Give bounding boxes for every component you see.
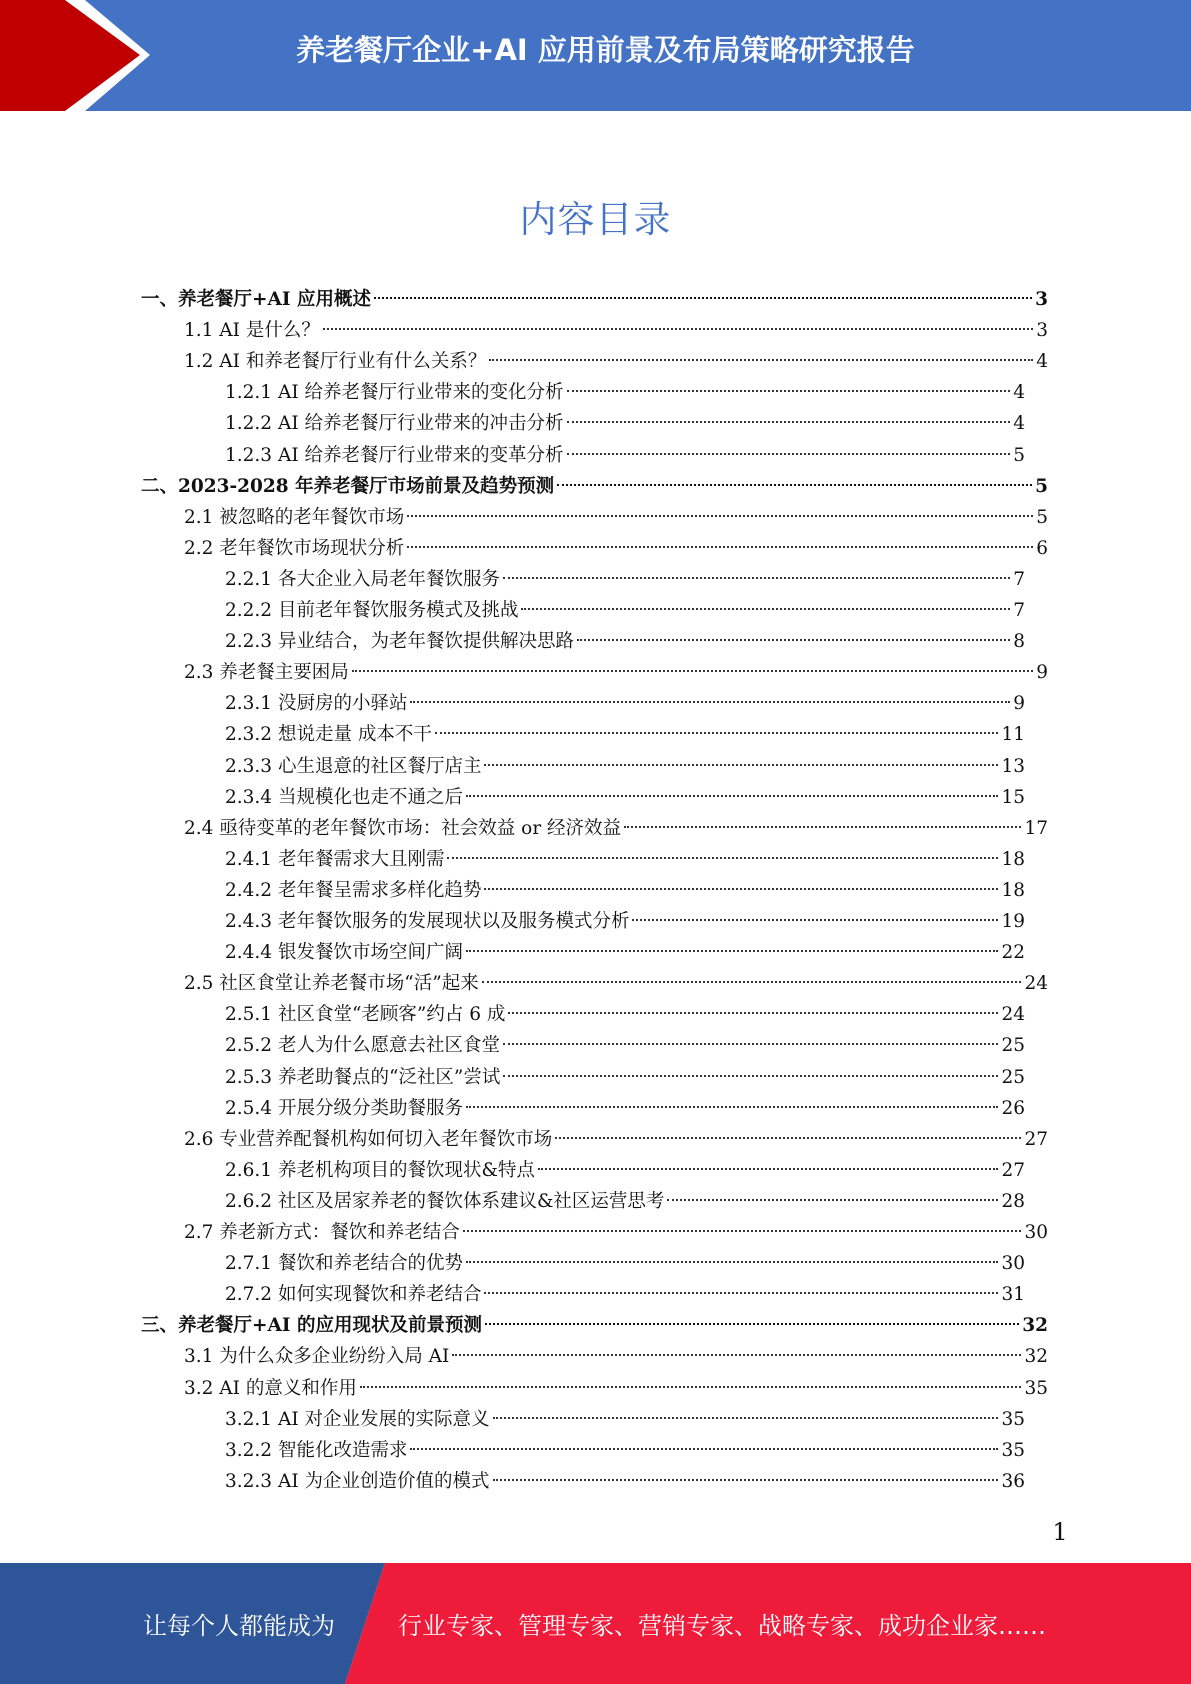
report-header bbox=[0, 0, 1191, 111]
toc-entry-label: 2.5.3 养老助餐点的“泛社区”尝试 bbox=[225, 1066, 501, 1088]
toc-entry[interactable] bbox=[184, 657, 1048, 688]
toc-dot-leader bbox=[489, 359, 1033, 361]
toc-entry-label: 2.3.4 当规模化也走不通之后 bbox=[225, 786, 463, 808]
toc-entry-label: 2.7.2 如何实现餐饮和养老结合 bbox=[225, 1284, 482, 1306]
toc-dot-leader bbox=[538, 1168, 999, 1170]
toc-entry-label: 2.2.2 目前老年餐饮服务模式及挑战 bbox=[225, 600, 519, 621]
toc-entry-page: 22 bbox=[1001, 942, 1025, 964]
toc-entry[interactable] bbox=[184, 968, 1048, 999]
toc-dot-leader bbox=[667, 1199, 998, 1201]
toc-entry[interactable] bbox=[225, 1186, 1025, 1217]
page-number: 1 bbox=[1052, 1518, 1068, 1546]
toc-entry-label: 2.5.2 老人为什么愿意去社区食堂 bbox=[225, 1035, 500, 1057]
toc-dot-leader bbox=[567, 421, 1011, 423]
toc-entry[interactable] bbox=[225, 377, 1025, 408]
toc-entry[interactable] bbox=[225, 1279, 1025, 1310]
toc-entry-page: 3 bbox=[1035, 289, 1048, 310]
toc-entry-page: 7 bbox=[1013, 600, 1025, 621]
toc-entry[interactable] bbox=[225, 751, 1025, 782]
toc-entry-page: 25 bbox=[1001, 1035, 1025, 1057]
toc-dot-leader bbox=[493, 1417, 999, 1419]
toc-dot-leader bbox=[407, 546, 1033, 548]
toc-entry-page: 35 bbox=[1001, 1408, 1025, 1430]
toc-entry-page: 5 bbox=[1035, 475, 1048, 497]
toc-entry[interactable] bbox=[141, 1310, 1048, 1341]
toc-entry[interactable] bbox=[225, 782, 1025, 813]
toc-entry[interactable] bbox=[225, 440, 1025, 471]
toc-entry-label: 2.4.3 老年餐饮服务的发展现状以及服务模式分析 bbox=[225, 911, 630, 932]
toc-dot-leader bbox=[521, 608, 1010, 610]
toc-dot-leader bbox=[374, 297, 1032, 299]
toc-entry-page: 11 bbox=[1001, 724, 1025, 746]
toc-dot-leader bbox=[466, 950, 998, 952]
toc-entry-label: 1.2.2 AI 给养老餐厅行业带来的冲击分析 bbox=[225, 413, 564, 435]
toc-entry[interactable] bbox=[225, 1435, 1025, 1466]
toc-entry-page: 5 bbox=[1036, 506, 1048, 528]
toc-entry-label: 2.2.1 各大企业入局老年餐饮服务 bbox=[225, 568, 500, 590]
toc-entry-label: 2.3.2 想说走量 成本不干 bbox=[225, 724, 432, 746]
toc-entry[interactable] bbox=[225, 1155, 1025, 1186]
toc-dot-leader bbox=[485, 1323, 1019, 1325]
toc-dot-leader bbox=[577, 639, 1010, 641]
toc-entry-page: 24 bbox=[1024, 973, 1048, 995]
toc-entry-page: 30 bbox=[1024, 1222, 1048, 1243]
toc-entry-page: 4 bbox=[1013, 382, 1025, 404]
toc-entry-label: 二、2023-2028 年养老餐厅市场前景及趋势预测 bbox=[141, 475, 555, 497]
toc-entry-page: 35 bbox=[1001, 1439, 1025, 1461]
toc-entry[interactable] bbox=[184, 1341, 1048, 1372]
toc-entry[interactable] bbox=[184, 813, 1048, 844]
toc-entry[interactable] bbox=[225, 937, 1025, 968]
toc-entry-page: 27 bbox=[1001, 1159, 1025, 1181]
toc-entry-page: 36 bbox=[1001, 1470, 1025, 1492]
footer-slogan-right: 行业专家、管理专家、营销专家、战略专家、成功企业家…… bbox=[398, 1612, 1046, 1640]
toc-entry-label: 2.2.3 异业结合，为老年餐饮提供解决思路 bbox=[225, 631, 574, 653]
toc-entry-label: 1.1 AI 是什么？ bbox=[184, 320, 320, 342]
toc-entry-page: 17 bbox=[1024, 817, 1048, 839]
toc-entry-page: 35 bbox=[1024, 1377, 1048, 1399]
toc-entry-label: 1.2 AI 和养老餐厅行业有什么关系？ bbox=[184, 351, 487, 373]
toc-dot-leader bbox=[447, 857, 998, 859]
toc-dot-leader bbox=[452, 1354, 1021, 1356]
toc-dot-leader bbox=[484, 764, 998, 766]
toc-entry-page: 9 bbox=[1036, 662, 1048, 684]
toc-entry[interactable] bbox=[225, 688, 1025, 719]
toc-dot-leader bbox=[466, 1261, 998, 1263]
toc-title: 内容目录 bbox=[519, 198, 672, 241]
toc-entry-label: 3.2.1 AI 对企业发展的实际意义 bbox=[225, 1408, 490, 1430]
toc-entry-page: 24 bbox=[1001, 1004, 1025, 1026]
toc-entry-page: 26 bbox=[1001, 1097, 1025, 1119]
toc-entry[interactable] bbox=[225, 1466, 1025, 1497]
toc-entry-label: 2.3.1 没厨房的小驿站 bbox=[225, 693, 408, 715]
toc-entry-label: 2.7 养老新方式：餐饮和养老结合 bbox=[184, 1222, 460, 1243]
toc-entry[interactable] bbox=[225, 1030, 1025, 1061]
toc-dot-leader bbox=[407, 515, 1033, 517]
toc-dot-leader bbox=[493, 1479, 999, 1481]
toc-entry-label: 2.1 被忽略的老年餐饮市场 bbox=[184, 506, 405, 528]
toc-entry[interactable] bbox=[225, 626, 1025, 657]
toc-entry[interactable] bbox=[225, 595, 1025, 626]
toc-entry-page: 19 bbox=[1001, 911, 1025, 932]
toc-dot-leader bbox=[482, 981, 1022, 983]
toc-entry[interactable] bbox=[184, 1217, 1048, 1248]
toc-entry-label: 2.5.1 社区食堂“老顾客”约占 6 成 bbox=[225, 1004, 506, 1026]
toc-entry-page: 28 bbox=[1001, 1190, 1025, 1212]
toc-entry[interactable] bbox=[225, 1404, 1025, 1435]
toc-dot-leader bbox=[632, 919, 998, 921]
toc-entry-page: 18 bbox=[1001, 879, 1025, 901]
toc-entry-page: 25 bbox=[1001, 1066, 1025, 1088]
toc-entry[interactable] bbox=[141, 284, 1048, 315]
toc-entry[interactable] bbox=[225, 999, 1025, 1030]
toc-entry-page: 13 bbox=[1001, 755, 1025, 777]
footer-slogan-left: 让每个人都能成为 bbox=[143, 1612, 335, 1640]
toc-entry[interactable] bbox=[225, 564, 1025, 595]
toc-entry-label: 2.6.1 养老机构项目的餐饮现状&特点 bbox=[225, 1159, 535, 1181]
toc-entry-label: 2.3.3 心生退意的社区餐厅店主 bbox=[225, 755, 482, 777]
toc-dot-leader bbox=[410, 701, 1010, 703]
toc-dot-leader bbox=[484, 888, 998, 890]
toc-entry[interactable] bbox=[184, 346, 1048, 377]
toc-entry-page: 4 bbox=[1036, 351, 1048, 373]
toc-entry-page: 3 bbox=[1036, 320, 1048, 342]
toc-entry[interactable] bbox=[184, 502, 1048, 533]
toc-entry-page: 27 bbox=[1024, 1128, 1048, 1150]
toc-entry-page: 8 bbox=[1013, 631, 1025, 653]
toc-entry[interactable] bbox=[225, 844, 1025, 875]
toc-entry-label: 2.6.2 社区及居家养老的餐饮体系建议&社区运营思考 bbox=[225, 1190, 665, 1212]
toc-entry-page: 32 bbox=[1024, 1346, 1048, 1368]
toc-entry[interactable] bbox=[184, 1373, 1048, 1404]
report-title: 养老餐厅企业+AI 应用前景及布局策略研究报告 bbox=[296, 33, 915, 67]
toc-entry-label: 3.2 AI 的意义和作用 bbox=[184, 1377, 357, 1399]
toc-entry[interactable] bbox=[225, 1248, 1025, 1279]
toc-entry-label: 2.7.1 餐饮和养老结合的优势 bbox=[225, 1253, 463, 1275]
toc-entry-label: 2.2 老年餐饮市场现状分析 bbox=[184, 537, 405, 559]
toc-entry[interactable] bbox=[225, 906, 1025, 937]
toc-dot-leader bbox=[463, 1230, 1022, 1232]
toc-entry-page: 4 bbox=[1013, 413, 1025, 435]
toc-entry-label: 3.1 为什么众多企业纷纷入局 AI bbox=[184, 1346, 450, 1368]
toc-entry-label: 一、养老餐厅+AI 应用概述 bbox=[141, 289, 371, 310]
toc-entry-label: 2.6 专业营养配餐机构如何切入老年餐饮市场 bbox=[184, 1128, 553, 1150]
report-footer bbox=[0, 1563, 1191, 1684]
toc-entry[interactable] bbox=[225, 408, 1025, 439]
toc-dot-leader bbox=[323, 328, 1033, 330]
toc-dot-leader bbox=[410, 1448, 998, 1450]
toc-entry-page: 30 bbox=[1001, 1253, 1025, 1275]
toc-entry-page: 6 bbox=[1036, 537, 1048, 559]
toc-entry[interactable] bbox=[225, 719, 1025, 750]
toc-entry[interactable] bbox=[184, 533, 1048, 564]
toc-entry[interactable] bbox=[225, 1093, 1025, 1124]
toc-dot-leader bbox=[352, 670, 1033, 672]
toc-entry-label: 三、养老餐厅+AI 的应用现状及前景预测 bbox=[141, 1315, 482, 1337]
toc-entry-label: 2.4.4 银发餐饮市场空间广阔 bbox=[225, 942, 463, 964]
toc-entry-page: 31 bbox=[1001, 1284, 1025, 1306]
toc-entry-label: 2.4 亟待变革的老年餐饮市场：社会效益 or 经济效益 bbox=[184, 817, 622, 839]
toc-entry[interactable] bbox=[225, 875, 1025, 906]
toc-entry-label: 2.4.1 老年餐需求大且刚需 bbox=[225, 848, 445, 870]
toc-entry-page: 15 bbox=[1001, 786, 1025, 808]
toc-entry-page: 5 bbox=[1013, 444, 1025, 466]
toc-entry-page: 18 bbox=[1001, 848, 1025, 870]
toc-dot-leader bbox=[567, 390, 1011, 392]
toc-dot-leader bbox=[435, 732, 999, 734]
toc-dot-leader bbox=[484, 1292, 998, 1294]
toc-entry-label: 2.4.2 老年餐呈需求多样化趋势 bbox=[225, 879, 482, 901]
toc-dot-leader bbox=[503, 1043, 998, 1045]
toc-entry-page: 9 bbox=[1013, 693, 1025, 715]
toc-dot-leader bbox=[503, 1075, 998, 1077]
toc-entry-label: 2.3 养老餐主要困局 bbox=[184, 662, 349, 684]
toc-entry[interactable] bbox=[141, 471, 1048, 502]
toc-dot-leader bbox=[508, 1012, 998, 1014]
toc-entry-page: 32 bbox=[1022, 1315, 1048, 1337]
toc-entry-label: 2.5.4 开展分级分类助餐服务 bbox=[225, 1097, 463, 1119]
toc-entry[interactable] bbox=[225, 1062, 1025, 1093]
toc-entry-label: 1.2.1 AI 给养老餐厅行业带来的变化分析 bbox=[225, 382, 564, 404]
toc-entry-page: 7 bbox=[1013, 568, 1025, 590]
toc-dot-leader bbox=[567, 453, 1011, 455]
toc-dot-leader bbox=[466, 1106, 998, 1108]
toc-entry-label: 3.2.3 AI 为企业创造价值的模式 bbox=[225, 1470, 490, 1492]
toc-dot-leader bbox=[624, 826, 1021, 828]
toc-entry-label: 3.2.2 智能化改造需求 bbox=[225, 1439, 408, 1461]
toc-dot-leader bbox=[466, 795, 998, 797]
toc-dot-leader bbox=[360, 1386, 1022, 1388]
toc-entry-label: 1.2.3 AI 给养老餐厅行业带来的变革分析 bbox=[225, 444, 564, 466]
toc-entry[interactable] bbox=[184, 1124, 1048, 1155]
toc-entry-label: 2.5 社区食堂让养老餐市场“活”起来 bbox=[184, 973, 479, 995]
toc-dot-leader bbox=[557, 484, 1032, 486]
toc-dot-leader bbox=[503, 577, 1010, 579]
toc-dot-leader bbox=[555, 1137, 1021, 1139]
toc-entry[interactable] bbox=[184, 315, 1048, 346]
